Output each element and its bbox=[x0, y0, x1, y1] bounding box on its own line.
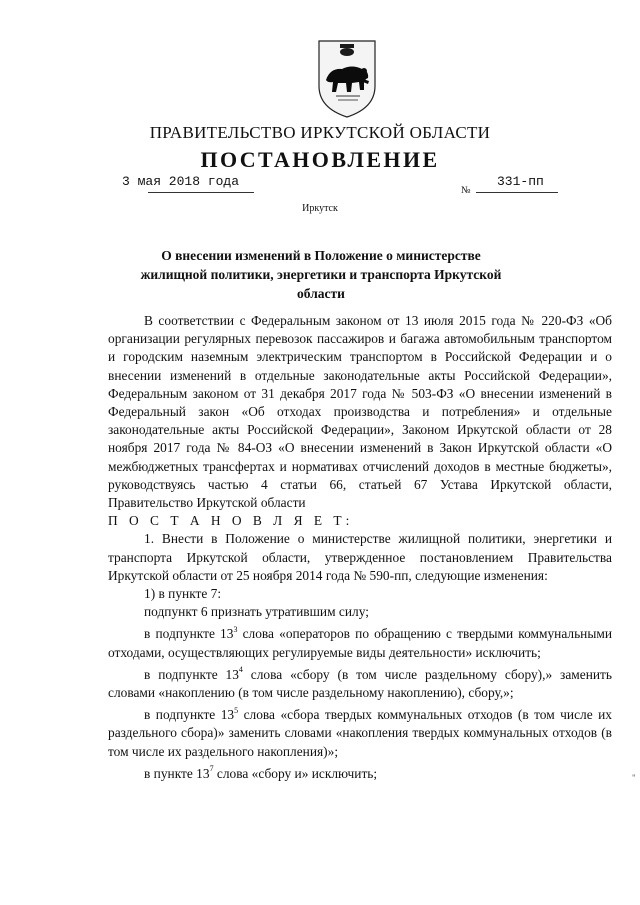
document-title: О внесении изменений в Положение о министерстве жилищной политики, энергетики и транспорта Иркутской области bbox=[140, 248, 502, 301]
number-underline bbox=[476, 192, 558, 193]
change-line-d: в подпункте $13^5$ слова «сбора твердых коммунальных отходов (в том числе их раздельного сбора)» заменить словами «накопления твердых коммунальных отходов (в том числе их раздельного накопления)»; bbox=[108, 705, 612, 759]
coat-of-arms-emblem bbox=[316, 38, 378, 120]
number-sign: № bbox=[461, 185, 471, 196]
document-date: 3 мая 2018 года bbox=[122, 174, 240, 189]
document-body bbox=[108, 312, 612, 783]
government-name: ПРАВИТЕЛЬСТВО ИРКУТСКОЙ ОБЛАСТИ bbox=[149, 123, 491, 142]
change-line-c: в подпункте $13^4$ слова «сбору (в том числе раздельному сбору),» заменить словами «накоплению (в том числе раздельному накоплению), сбору,»; bbox=[108, 665, 612, 701]
resolves-heading: П О С Т А Н О В Л Я Е Т: bbox=[108, 513, 354, 529]
document-type: ПОСТАНОВЛЕНИЕ bbox=[200, 147, 440, 172]
date-underline bbox=[148, 192, 254, 193]
city-name: Иркутск bbox=[302, 203, 338, 214]
subitem-1: 1) в пункте 7: bbox=[144, 586, 222, 602]
change-line-e: в пункте $13^7$ слова «сбору и» исключить; bbox=[144, 764, 378, 781]
document-number: 331-пп bbox=[497, 174, 544, 189]
preamble-paragraph: В соответствии с Федеральным законом от 13 июля 2015 года № 220-ФЗ «Об организации регулярных перевозок пассажиров и багажа автомобильным транспортом и городским наземным электрическим транспортом в Российской Федерации и о внесении изменений в отдельные законодательные акты Российской Федерации», Федеральным законом от 31 декабря 2017 года № 503-ФЗ «О внесении изменений в Федеральный закон «Об отходах производства и потребления» и отдельные законодательные акты Российской Федерации», Законом Иркутской области от 28 ноября 2017 года № 84-ОЗ «О внесении изменений в Закон Иркутской области «О межбюджетных трансфертах и нормативах отчислений доходов в местные бюджеты», руководствуясь частью 4 статьи 66, статьей 67 Устава Иркутской области, Правительство Иркутской области bbox=[108, 313, 612, 511]
item-1-paragraph: 1. Внести в Положение о министерстве жилищной политики, энергетики и транспорта Иркутской области, утвержденное постановлением Правительства Иркутской области от 25 ноября 2014 года № 590-пп, следующие изменения: bbox=[108, 531, 612, 583]
margin-mark: " bbox=[632, 773, 636, 783]
change-line-a: подпункт 6 признать утратившим силу; bbox=[144, 604, 369, 620]
change-line-b: в подпункте $13^3$ слова «операторов по обращению с твердыми коммунальными отходами, осуществляющих регулируемые виды деятельности» исключить; bbox=[108, 624, 612, 660]
